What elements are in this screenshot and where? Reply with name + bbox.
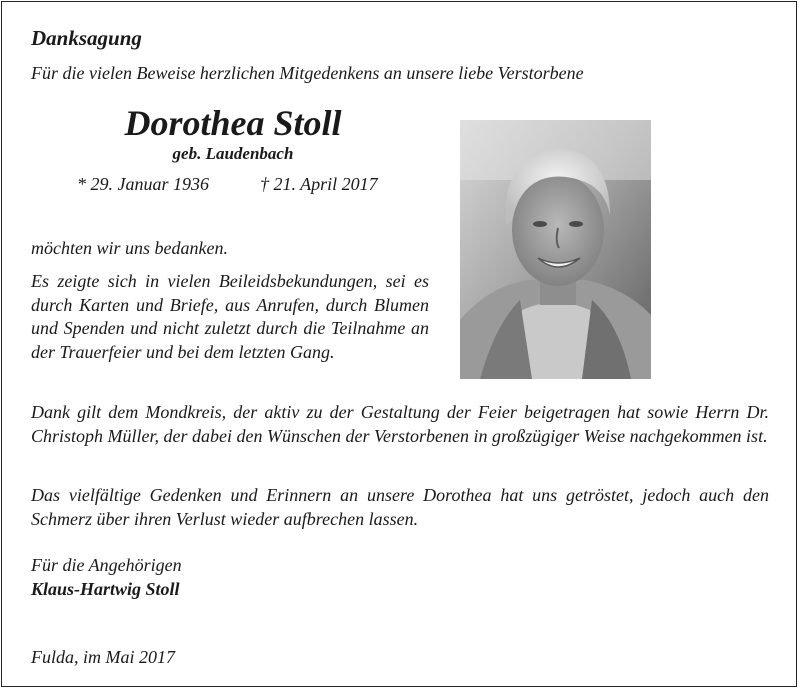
portrait-illustration: [460, 120, 651, 379]
condolence-paragraph: Es zeigte sich in vielen Beileidsbekundungen, sei es durch Karten und Briefe, aus Anrufen, durch Blumen und Spenden und nicht zuletzt durch die Teilnahme an der Trauerfeier und bei dem letzten Gang.: [31, 271, 429, 362]
remembrance-paragraph: Das vielfältige Gedenken und Erinnern an unsere Dorothea hat uns getröstet, jedoch auch den Schmerz über ihren Verlust wieder aufbrechen lassen.: [31, 485, 769, 529]
notice-heading: Danksagung: [31, 26, 142, 50]
portrait-photo: [460, 120, 651, 379]
family-label: Für die Angehörigen: [31, 555, 182, 575]
deceased-name: Dorothea Stoll: [124, 103, 342, 143]
death-date: † 21. April 2017: [260, 174, 378, 194]
maiden-name: geb. Laudenbach: [172, 144, 294, 163]
place-date: Fulda, im Mai 2017: [31, 647, 175, 667]
acknowledgement-paragraph: Dank gilt dem Mondkreis, der aktiv zu der Gestaltung der Feier beigetragen hat sowie Herrn Dr. Christoph Müller, der dabei den Wünschen der Verstorbenen in großzügiger Weise nachgekommen ist.: [31, 402, 769, 446]
signer-name: Klaus-Hartwig Stoll: [31, 579, 180, 599]
birth-date: * 29. Januar 1936: [77, 174, 209, 194]
intro-line: Für die vielen Beweise herzlichen Mitgedenkens an unsere liebe Verstorbene: [31, 63, 584, 83]
thanks-line: möchten wir uns bedanken.: [31, 238, 228, 258]
